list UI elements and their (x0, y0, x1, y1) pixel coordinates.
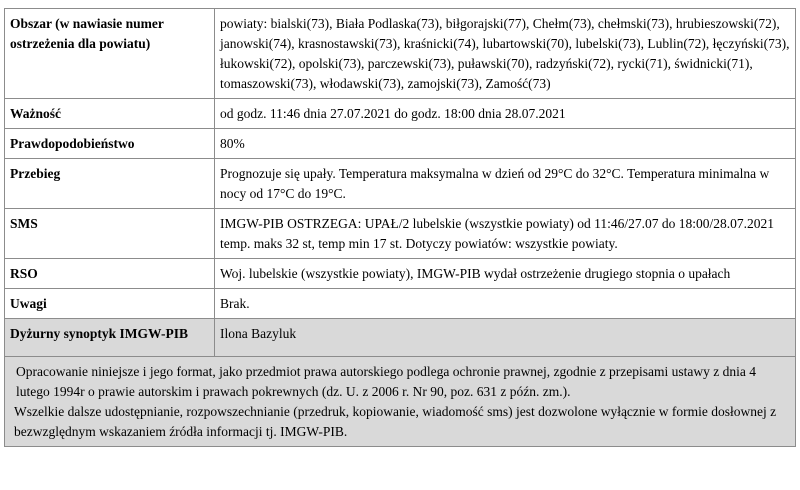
rso-label: RSO (5, 259, 215, 289)
row-rso (5, 259, 796, 289)
row-validity (5, 99, 796, 129)
sms-value: IMGW-PIB OSTRZEGA: UPAŁ/2 lubelskie (wszystkie powiaty) od 11:46/27.07 do 18:00/28.07.2021 temp. maks 32 st, temp min 17 st. Dotyczy powiatów: wszystkie powiaty. (215, 209, 796, 259)
warning-document (4, 8, 796, 447)
row-remarks (5, 289, 796, 319)
row-sms (5, 209, 796, 259)
warning-table (4, 8, 796, 447)
footer-notice (5, 357, 796, 447)
probability-value: 80% (215, 129, 796, 159)
course-value: Prognozuje się upały. Temperatura maksymalna w dzień od 29°C do 32°C. Temperatura minimalna w nocy od 17°C do 19°C. (215, 159, 796, 209)
course-label: Przebieg (5, 159, 215, 209)
remarks-value: Brak. (215, 289, 796, 319)
copyright-notice: Opracowanie niniejsze i jego format, jako przedmiot prawa autorskiego podlega ochronie prawnej, zgodnie z przepisami ustawy z dnia 4 lutego 1994r o prawie autorskim i prawach pokrewnych (dz. U. z 2006 r. Nr 90, poz. 631 z późn. zm.). (16, 364, 756, 399)
area-value: powiaty: bialski(73), Biała Podlaska(73), biłgorajski(77), Chełm(73), chełmski(73), hrubieszowski(72), janowski(74), krasnostawski(73), kraśnicki(74), lubartowski(70), lubelski(73), Lublin(72), łęczyński(73), łukowski(72), opolski(73), parczewski(73), puławski(70), radzyński(72), rycki(71), świdnicki(71), tomaszowski(73), włodawski(73), zamojski(73), Zamość(73) (215, 9, 796, 99)
remarks-label: Uwagi (5, 289, 215, 319)
row-course (5, 159, 796, 209)
validity-value: od godz. 11:46 dnia 27.07.2021 do godz. 18:00 dnia 28.07.2021 (215, 99, 796, 129)
area-label: Obszar (w nawiasie numer ostrzeżenia dla powiatu) (5, 9, 215, 99)
sms-label: SMS (5, 209, 215, 259)
row-area (5, 9, 796, 99)
rso-value: Woj. lubelskie (wszystkie powiaty), IMGW-PIB wydał ostrzeżenie drugiego stopnia o upałach (215, 259, 796, 289)
distribution-notice: Wszelkie dalsze udostępnianie, rozpowszechnianie (przedruk, kopiowanie, wiadomość sms) jest dozwolone wyłącznie w formie dosłownej z bezwzględnym wskazaniem źródła informacji tj. IMGW-PIB. (14, 404, 777, 439)
validity-label: Ważność (5, 99, 215, 129)
forecaster-label: Dyżurny synoptyk IMGW-PIB (5, 319, 215, 357)
row-probability (5, 129, 796, 159)
row-forecaster (5, 319, 796, 357)
row-footer (5, 357, 796, 447)
probability-label: Prawdopodobieństwo (5, 129, 215, 159)
forecaster-value: Ilona Bazyluk (215, 319, 796, 357)
